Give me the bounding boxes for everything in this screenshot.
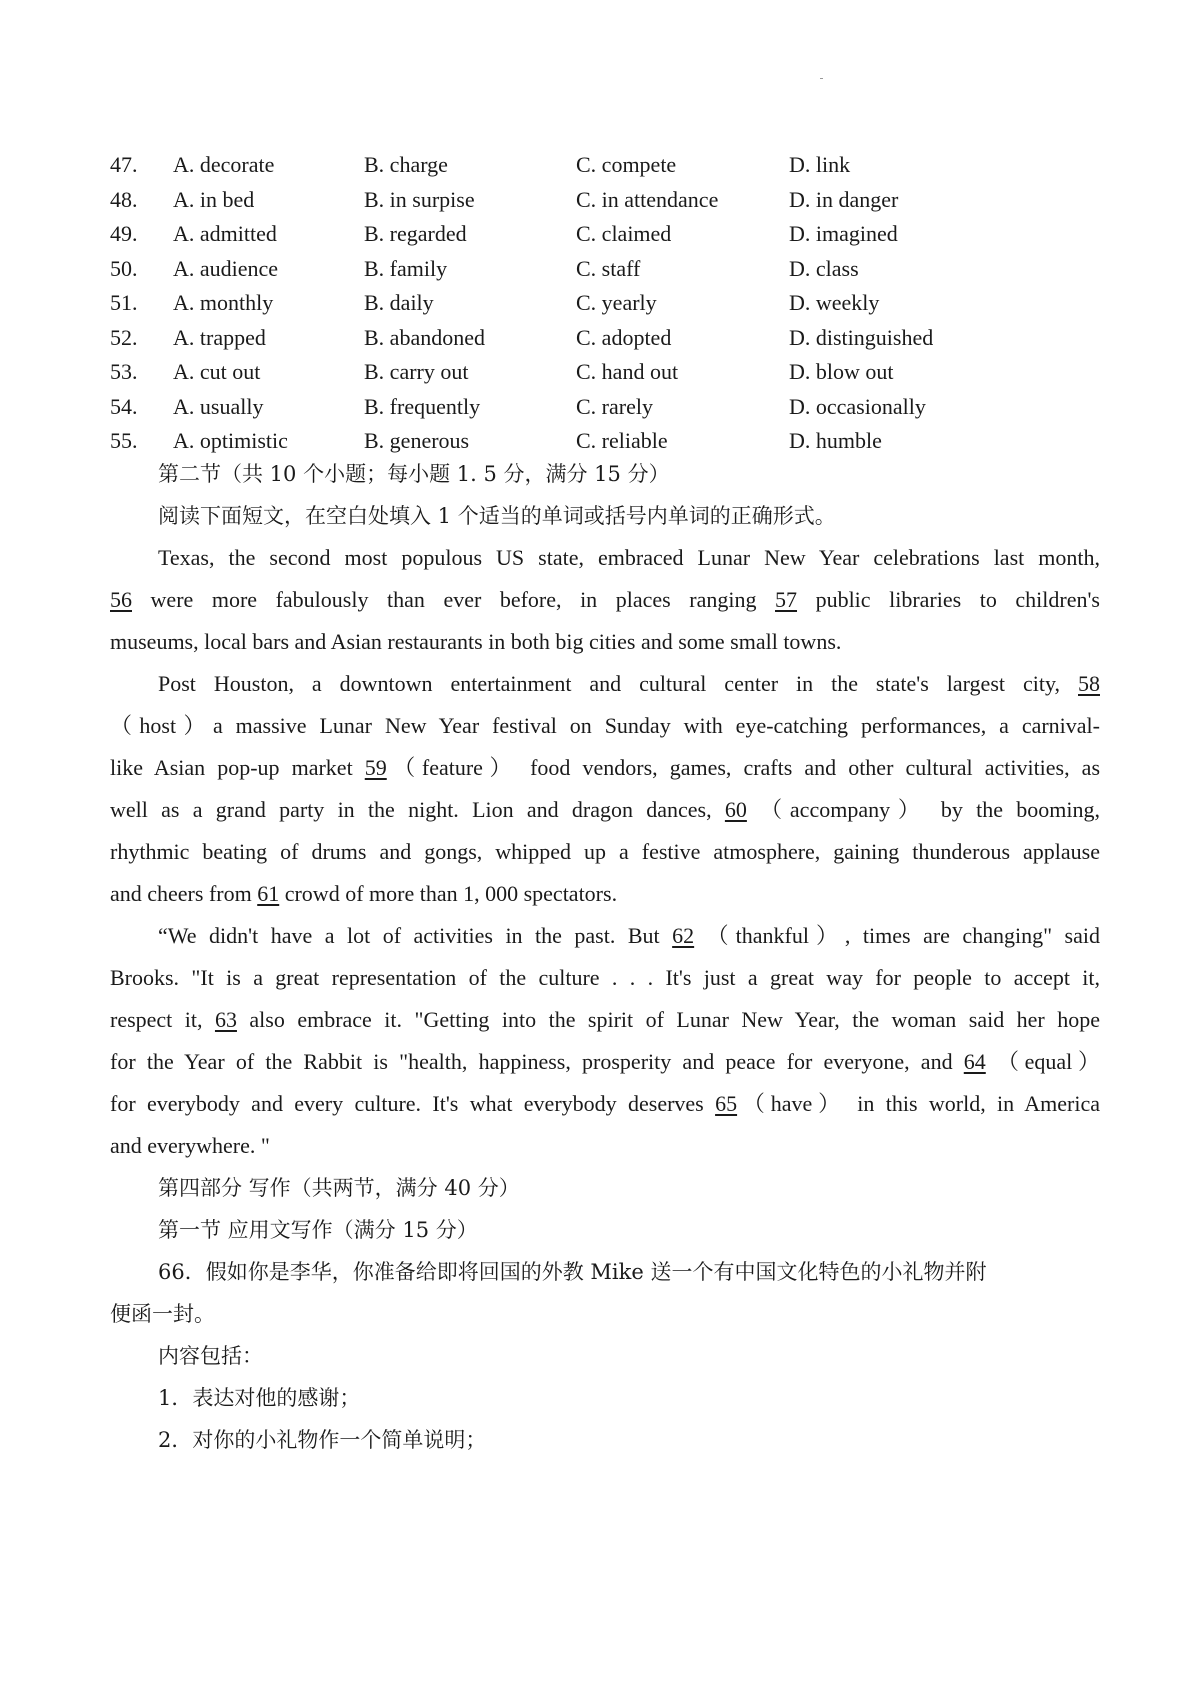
option-d: D. in danger xyxy=(789,186,899,212)
option-d: D. link xyxy=(789,152,851,177)
blank-62: 62 xyxy=(672,923,695,948)
question-number: 51. xyxy=(110,290,138,315)
option-b: B. in surpise xyxy=(364,186,475,212)
passage-text: crowd of more than 1, 000 spectators. xyxy=(279,881,618,906)
content-item-2: 2．对你的小礼物作一个简单说明； xyxy=(158,1428,487,1452)
blank-60: 60 xyxy=(724,797,747,822)
passage-text: Texas, the second most populous US state, embraced Lunar New Year celebrations last month, xyxy=(158,545,1100,570)
passage-text: and cheers from xyxy=(110,881,258,906)
option-row-49 xyxy=(110,217,1110,252)
option-a: A. in bed xyxy=(173,186,255,212)
passage-text: rhythmic beating of drums and gongs, whipped up a festive atmosphere, gaining thunderous applause xyxy=(110,839,1100,864)
passage-text: well as a grand party in the night. Lion and dragon dances, xyxy=(110,797,725,822)
passage-text: （feature） food vendors, games, crafts and other cultural activities, as xyxy=(386,755,1100,780)
passage-line xyxy=(110,705,1100,747)
section2-heading: 第二节（共 10 个小题；每小题 1. 5 分，满分 15 分） xyxy=(158,462,670,486)
option-c: C. hand out xyxy=(576,359,679,384)
content-label: 内容包括： xyxy=(158,1344,263,1368)
option-c: C. yearly xyxy=(576,290,657,315)
option-b: B. carry out xyxy=(364,359,469,384)
passage-line xyxy=(110,537,1100,579)
option-c: C. in attendance xyxy=(576,186,719,212)
passage-line xyxy=(110,747,1100,789)
option-c: C. compete xyxy=(576,152,677,177)
passage-text: Post Houston, a downtown entertainment and cultural center in the state's largest city, xyxy=(158,671,1078,696)
passage-text: museums, local bars and Asian restaurants in both big cities and some small towns. xyxy=(110,629,842,654)
passage-line xyxy=(110,999,1100,1041)
option-d: D. occasionally xyxy=(789,393,926,419)
option-a: A. trapped xyxy=(173,324,266,350)
option-a: A. monthly xyxy=(173,290,274,315)
blank-58: 58 xyxy=(1078,671,1100,696)
option-a: A. decorate xyxy=(173,152,275,177)
options-table xyxy=(110,148,1110,459)
passage-text: （have） in this world, in America xyxy=(737,1091,1100,1116)
passage-line xyxy=(110,1125,1100,1167)
passage-line xyxy=(110,915,1100,957)
blank-61: 61 xyxy=(257,881,280,906)
part4-heading: 第四部分 写作（共两节，满分 40 分） xyxy=(158,1176,520,1200)
passage-text: also embrace it. "Getting into the spirit of Lunar New Year, the woman said her hope xyxy=(236,1007,1100,1032)
passage-line xyxy=(110,579,1100,621)
passage-text: Brooks. "It is a great representation of the culture . . . It's just a great way for people to accept it, xyxy=(110,965,1100,990)
option-c: C. staff xyxy=(576,255,641,281)
passage-line xyxy=(110,831,1100,873)
option-c: C. rarely xyxy=(576,393,653,419)
question-number: 53. xyxy=(110,359,138,384)
scan-speck xyxy=(820,78,823,79)
passage-text: for the Year of the Rabbit is "health, happiness, prosperity and peace for everyone, and xyxy=(110,1049,964,1074)
passage-text: （equal） xyxy=(985,1049,1100,1074)
passage-text: and everywhere. " xyxy=(110,1133,270,1158)
option-row-48 xyxy=(110,183,1110,218)
passage-text: （host）a massive Lunar New Year festival on Sunday with eye-catching performances, a carnival- xyxy=(110,713,1100,738)
option-b: B. abandoned xyxy=(364,324,485,350)
option-b: B. family xyxy=(364,255,448,281)
option-row-51 xyxy=(110,286,1110,321)
option-d: D. humble xyxy=(789,428,882,453)
option-row-47 xyxy=(110,148,1110,183)
passage-text: were more fabulously than ever before, in places ranging xyxy=(132,587,776,612)
option-a: A. audience xyxy=(173,255,279,281)
question-number: 54. xyxy=(110,393,138,419)
section1-heading: 第一节 应用文写作（满分 15 分） xyxy=(158,1218,478,1242)
option-row-53 xyxy=(110,355,1110,390)
section2-instruction: 阅读下面短文，在空白处填入 1 个适当的单词或括号内单词的正确形式。 xyxy=(158,504,836,528)
passage-line xyxy=(110,957,1100,999)
passage-line xyxy=(110,873,1100,915)
option-d: D. weekly xyxy=(789,290,880,315)
passage-line xyxy=(110,663,1100,705)
option-row-50 xyxy=(110,252,1110,287)
passage-text: public libraries to children's xyxy=(797,587,1100,612)
option-b: B. daily xyxy=(364,290,434,315)
option-c: C. reliable xyxy=(576,428,668,453)
blank-64: 64 xyxy=(963,1049,986,1074)
blank-59: 59 xyxy=(364,755,387,780)
passage-text: like Asian pop-up market xyxy=(110,755,365,780)
content-item-1: 1．表达对他的感谢； xyxy=(158,1386,361,1410)
question-number: 48. xyxy=(110,186,138,212)
question-number: 50. xyxy=(110,255,138,281)
passage-line xyxy=(110,1083,1100,1125)
passage-text: respect it, xyxy=(110,1007,215,1032)
question-66-line1: 66．假如你是李华，你准备给即将回国的外教 Mike 送一个有中国文化特色的小礼物并附 xyxy=(158,1260,987,1284)
option-row-54 xyxy=(110,390,1110,425)
passage-text: （accompany） by the booming, xyxy=(746,797,1100,822)
passage-line xyxy=(110,789,1100,831)
blank-63: 63 xyxy=(214,1007,237,1032)
option-c: C. claimed xyxy=(576,221,672,246)
question-number: 47. xyxy=(110,152,138,177)
question-number: 52. xyxy=(110,324,138,350)
option-b: B. charge xyxy=(364,152,448,177)
option-b: B. regarded xyxy=(364,221,467,246)
passage-line xyxy=(110,1041,1100,1083)
option-row-52 xyxy=(110,321,1110,356)
option-d: D. blow out xyxy=(789,359,894,384)
main-text xyxy=(110,453,1100,1461)
blank-65: 65 xyxy=(715,1091,738,1116)
option-c: C. adopted xyxy=(576,324,672,350)
option-d: D. distinguished xyxy=(789,324,934,350)
option-a: A. usually xyxy=(173,393,264,419)
option-d: D. class xyxy=(789,255,859,281)
passage-line xyxy=(110,621,1100,663)
passage-text: “We didn't have a lot of activities in the past. But xyxy=(158,923,673,948)
option-b: B. generous xyxy=(364,428,470,453)
question-66-line2: 便函一封。 xyxy=(110,1302,215,1326)
passage-text: （thankful）, times are changing" said xyxy=(694,923,1100,948)
option-d: D. imagined xyxy=(789,221,898,246)
question-number: 49. xyxy=(110,221,138,246)
option-a: A. optimistic xyxy=(173,428,288,453)
option-a: A. cut out xyxy=(173,359,261,384)
blank-56: 56 xyxy=(110,587,132,612)
option-a: A. admitted xyxy=(173,221,277,246)
option-b: B. frequently xyxy=(364,393,481,419)
question-number: 55. xyxy=(110,428,138,453)
passage-text: for everybody and every culture. It's what everybody deserves xyxy=(110,1091,716,1116)
blank-57: 57 xyxy=(775,587,798,612)
